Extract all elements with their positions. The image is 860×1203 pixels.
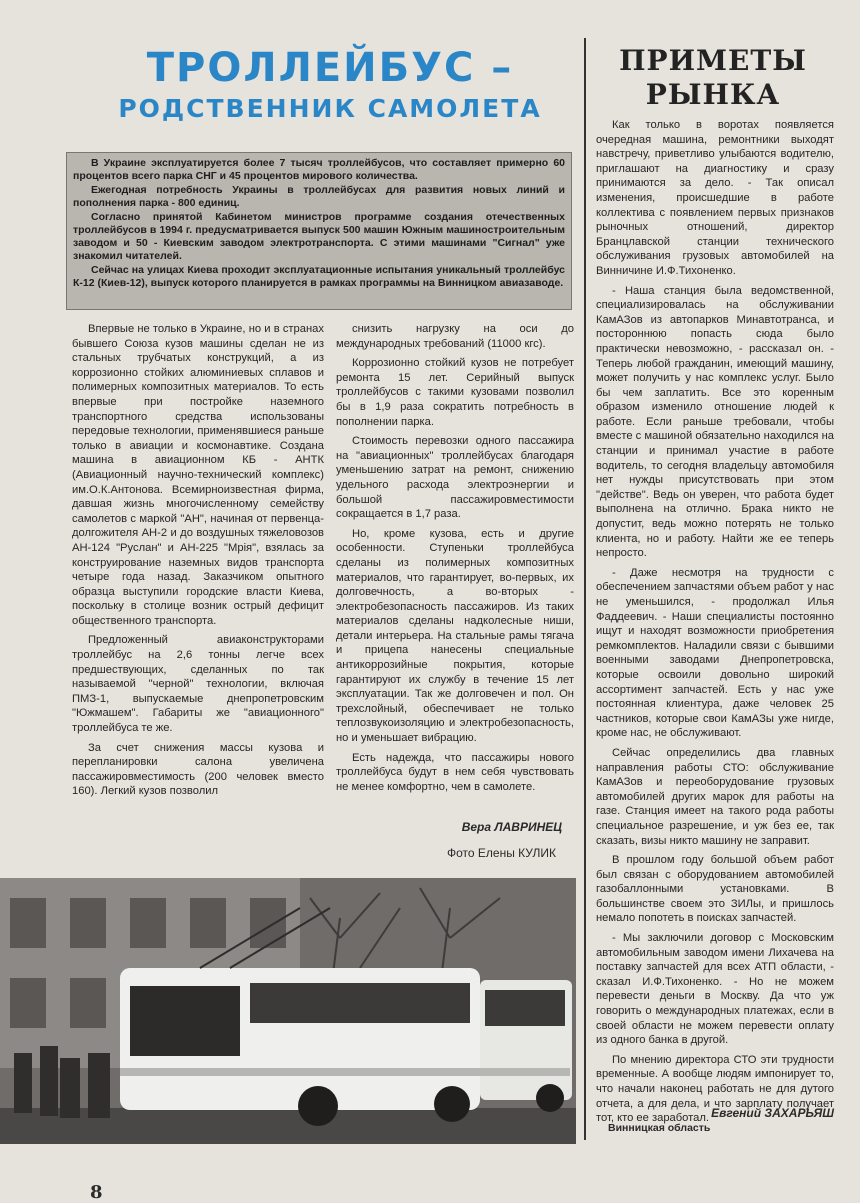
rubric-line-1: ПРИМЕТЫ <box>619 44 807 77</box>
lead-paragraph: Согласно принятой Кабинетом министров программе создания отечественных троллейбусов в 1994 г. предусматривается выпуск 500 машин Южным машиностроительным заводом и 50 - Киевским заводом электротранспорта. С этими машинами "Сигнал" уже знакомил читателей. <box>73 211 565 262</box>
body-paragraph: Но, кроме кузова, есть и другие особенности. Ступеньки троллейбуса сделаны из полимерных композитных материалов, что гарантирует, во-первых, их долговечность, а во-вторых - электробезопасность пассажиров. Из таких материалов сделаны надколесные ниши, детали интерьера. На стальные рамы тягача и прицепа нанесены специальные антикоррозийные покрытия, которые гарантируют их службу в течение 15 лет эксплуатации. Так же долговечен и пол. Он трехслойный, обеспечивает не только теплозвукоизоляцию и электробезопасность, но и уменьшает вибрацию. <box>336 527 574 745</box>
article-column-1 <box>72 322 324 862</box>
lead-paragraph: Сейчас на улицах Киева проходит эксплуатационные испытания уникальный троллейбус К-12 (Киев-12), выпуск которого планируется в рамках программы на Винницком авиазаводе. <box>73 264 565 289</box>
trolleybus-photo <box>0 878 576 1144</box>
body-paragraph: За счет снижения массы кузова и перепланировки салона увеличена пассажировместимость (200 человек вместо 160). Легкий кузов позволил <box>72 741 324 798</box>
sidebar-paragraph: В прошлом году большой объем работ был связан с оборудованием автомобилей газобаллонными установками. В большинстве своем это ЗИЛы, и пришлось немало попотеть в поисках запчастей. <box>596 854 834 925</box>
rubric-line-2: РЫНКА <box>645 78 781 111</box>
sidebar-place: Винницкая область <box>608 1122 711 1134</box>
lead-paragraph: Ежегодная потребность Украины в троллейбусах для развития новых линий и пополнения парка - 800 единиц. <box>73 184 565 209</box>
body-paragraph: Впервые не только в Украине, но и в странах бывшего Союза кузов машины сделан не из стальных трубчатых конструкций, а из коррозионно стойких алюминиевых сплавов и полимерных композитных материалов. То есть впервые при постройке наземного транспортного средства использованы передовые технологии, применявшиеся раньше только в авиации и космонавтике. Создана машина в авиационном КБ - АНТК (Авиационный научно-технический комплекс) им.О.К.Антонова. Всемирноизвестная фирма, давшая жизнь многочисленному семейству самолетов с маркой "АН", начиная от первенца-долгожителя АН-2 и до воздушных тяжеловозов АН-124 "Руслан" и АН-225 "Мрія", взялась за конструирование наземных видов транспорта четыре года назад. Заказчиком опытного образца выступили городские власти Киева, поскольку в столице возник острый дефицит общественного транспорта. <box>72 323 324 627</box>
body-paragraph: Есть надежда, что пассажиры нового троллейбуса будут в нем себя чувствовать не менее комфортно, чем в самолете. <box>336 751 574 793</box>
body-paragraph: снизить нагрузку на оси до международных требований (11000 кгс). <box>336 323 574 350</box>
headline-line-1: ТРОЛЛЕЙБУС – <box>146 45 514 91</box>
body-paragraph: Коррозионно стойкий кузов не потребует ремонта 15 лет. Серийный выпуск троллейбусов с такими кузовами позволил бы в 1,9 раза сократить потребность в пополнении парка. <box>336 357 574 428</box>
sidebar-paragraph: По мнению директора СТО эти трудности временные. А вообще людям импонирует то, что начали наконец работать не для дутого отчета, а для дела, и что зарплату получает тот, кто ее заработал. <box>596 1053 834 1125</box>
trolleybus-photo-illustration <box>0 878 576 1144</box>
article-headline <box>70 44 590 126</box>
page-number: 8 <box>90 1182 103 1203</box>
sidebar-author: Евгений ЗАХАРЬЯШ <box>711 1106 834 1120</box>
article-column-2 <box>336 322 574 822</box>
headline-line-2: РОДСТВЕННИК САМОЛЕТА <box>118 94 542 123</box>
lead-paragraph: В Украине эксплуатируется более 7 тысяч троллейбусов, что составляет примерно 60 процентов всего парка СНГ и 45 процентов мирового количества. <box>73 157 565 182</box>
sidebar-rubric <box>600 44 826 112</box>
sidebar-paragraph: Как только в воротах появляется очередная машина, ремонтники выходят навстречу, приветливо улыбаются водителю, приглашают на диагностику и сразу принимаются за дело. - Так описал изменения, происшедшие в работе коллектива с появлением первых признаков рыночных отношений, директор Бранцлавской станции технического обслуживания грузовых автомобилей на Винничине И.Ф.Тихоненко. <box>596 119 834 277</box>
column-divider <box>584 38 586 1140</box>
sidebar-paragraph: - Даже несмотря на трудности с обеспечением запчастями объем работ у нас не уменьшился, - продолжал Илья Фаддеевич. - Наши специалисты постоянно ищут и находят возможности приобретения ремкомплектов. Наладили связи с бывшими военными заводами Днепропетровска, которые освоили довольно широкий ассортимент запчастей. Есть у нас уже постоянная клиентура, даже человек 25 частников, которые свои КамАЗы уже нигде, кроме нас, не обслуживают. <box>596 566 834 740</box>
lead-box <box>66 152 572 310</box>
article-author: Вера ЛАВРИНЕЦ <box>461 820 562 834</box>
body-paragraph: Стоимость перевозки одного пассажира на "авиационных" троллейбусах благодаря уменьшению затрат на ремонт, снижению удельного расхода электроэнергии и большой пассажировместимости сокращается в 1,7 раза. <box>336 435 574 521</box>
sidebar-paragraph: Сейчас определились два главных направления работы СТО: обслуживание КамАЗов и переоборудование грузовых автомобилей других марок для работы на газе. Станция имеет на такого рода работы специальное разрешение, и уж без ее, так сказать, визы никто машину не заправит. <box>596 746 834 847</box>
body-paragraph: Предложенный авиаконструкторами троллейбус на 2,6 тонны легче всех предшествующих, сделанных по так называемой "черной" технологии, включая ПМЗ-1, выпускаемые днепропетровским "Южмашем". Габариты же "авиационного" троллейбуса те же. <box>72 634 324 735</box>
photo-credit: Фото Елены КУЛИК <box>446 846 556 860</box>
sidebar-paragraph: - Мы заключили договор с Московским автомобильным заводом имени Лихачева на поставку запчастей для всех АТП области, - сказал И.Ф.Тихоненко. - Но не можем перевести деньги в Москву. Да что уж говорить о международных платежах, если в своей области не можем перевести оплату из одного банка в другой. <box>596 932 834 1047</box>
sidebar-paragraph: - Наша станция была ведомственной, специализировалась на обслуживании КамАЗов из автопарков Минавтотранса, и постороннюю попасть сюда было практически невозможно, - рассказал он. - Теперь любой гражданин, имеющий машину, может получить у нас комплекс услуг. Было бы чем заплатить. Все это коренным образом изменило отношение людей к работе. Если раньше требовали, чтобы вместе с машиной обязательно находился на станции и принимал участие в работе водитель, то сегодня владельцу автомобиля нет нужды присутствовать при этом "действе". Ведь он уверен, что работа будет выполнена на отлично. Брака никто не допустит, ведь можно потерять не только клиента, но и работу. Найти же ее теперь непросто. <box>596 284 834 560</box>
